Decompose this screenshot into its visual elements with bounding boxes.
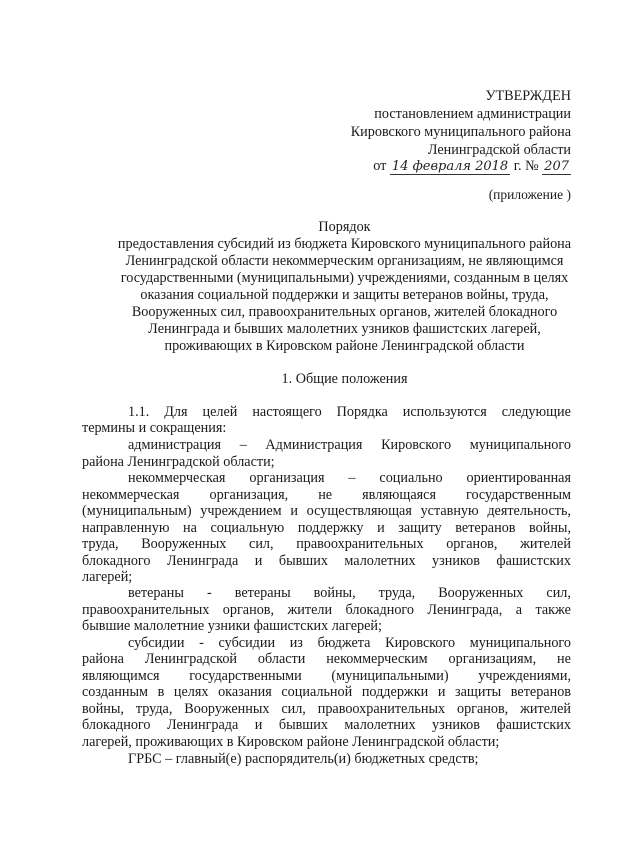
body-line-09: труда, Вооруженных сил, правоохранительных органов, жителей	[82, 536, 571, 552]
body-line-16: района Ленинградской области некоммерческим организациям, не	[82, 651, 571, 667]
handwritten-number: 207	[544, 159, 569, 174]
title-line-7: Ленинграда и бывших малолетних узников фашистских лагерей,	[148, 321, 541, 337]
body-line-22: ГРБС – главный(е) распорядитель(и) бюджетных средств;	[128, 751, 479, 767]
body-line-05: некоммерческая организация – социально ориентированная	[128, 470, 571, 486]
title-line-3: Ленинградской области некоммерческим организациям, не являющимся	[125, 253, 564, 269]
body-line-12: ветераны - ветераны войны, труда, Вооруженных сил,	[128, 585, 571, 601]
title-line-4: государственными (муниципальными) учреждениями, созданным в целях	[120, 270, 569, 286]
title-line-2: предоставления субсидий из бюджета Кировского муниципального района	[117, 236, 572, 252]
body-line-01: 1.1. Для целей настоящего Порядка используются следующие	[128, 404, 571, 420]
body-line-07: (муниципальным) учреждением и осуществляющая уставную деятельность,	[82, 503, 571, 519]
body-line-10: блокадного Ленинграда и бывших малолетних узников фашистских	[82, 553, 571, 569]
body-line-21: лагерей, проживающих в Кировском районе Ленинградской области;	[82, 734, 500, 750]
body-line-03: администрация – Администрация Кировского муниципального	[128, 437, 571, 453]
body-line-02: термины и сокращения:	[82, 420, 227, 436]
handwritten-date: 14 февраля 2018	[391, 159, 509, 174]
body-line-19: войны, труда, Вооруженных сил, правоохранительных органов, жителей	[82, 701, 571, 717]
number-prefix: г. №	[513, 158, 539, 174]
body-line-13: правоохранительных органов, жители блокадного Ленинграда, а также	[82, 602, 571, 618]
approval-line-1: постановлением администрации	[374, 106, 571, 122]
body-line-04: района Ленинградской области;	[82, 454, 275, 470]
title-line-6: Вооруженных сил, правоохранительных органов, жителей блокадного	[131, 304, 558, 320]
approval-title: УТВЕРЖДЕН	[485, 88, 571, 104]
section-heading: 1. Общие положения	[281, 371, 408, 387]
approval-date-line	[373, 158, 571, 175]
approval-line-3: Ленинградской области	[427, 142, 571, 158]
title-line-5: оказания социальной поддержки и защиты ветеранов войны, труда,	[140, 287, 549, 303]
document-title: Порядок	[318, 219, 371, 235]
body-line-14: бывшие малолетние узники фашистских лагерей;	[82, 618, 382, 634]
body-line-06: некоммерческая организация, не являющаяся государственным	[82, 487, 571, 503]
body-line-18: созданным в целях оказания социальной поддержки и защиты ветеранов	[82, 684, 571, 700]
body-line-17: являющимся государственными (муниципальными) учреждениями,	[82, 668, 571, 684]
title-line-8: проживающих в Кировском районе Ленинградской области	[164, 338, 525, 354]
body-line-11: лагерей;	[82, 569, 133, 585]
body-line-15: субсидии - субсидии из бюджета Кировского муниципального	[128, 635, 571, 651]
approval-line-2: Кировского муниципального района	[350, 124, 571, 140]
appendix-label: (приложение )	[488, 187, 571, 202]
body-line-20: блокадного Ленинграда и бывших малолетних узников фашистских	[82, 717, 571, 733]
date-prefix: от	[373, 158, 387, 174]
body-line-08: направленную на социальную поддержку и защиту ветеранов войны,	[82, 520, 571, 536]
